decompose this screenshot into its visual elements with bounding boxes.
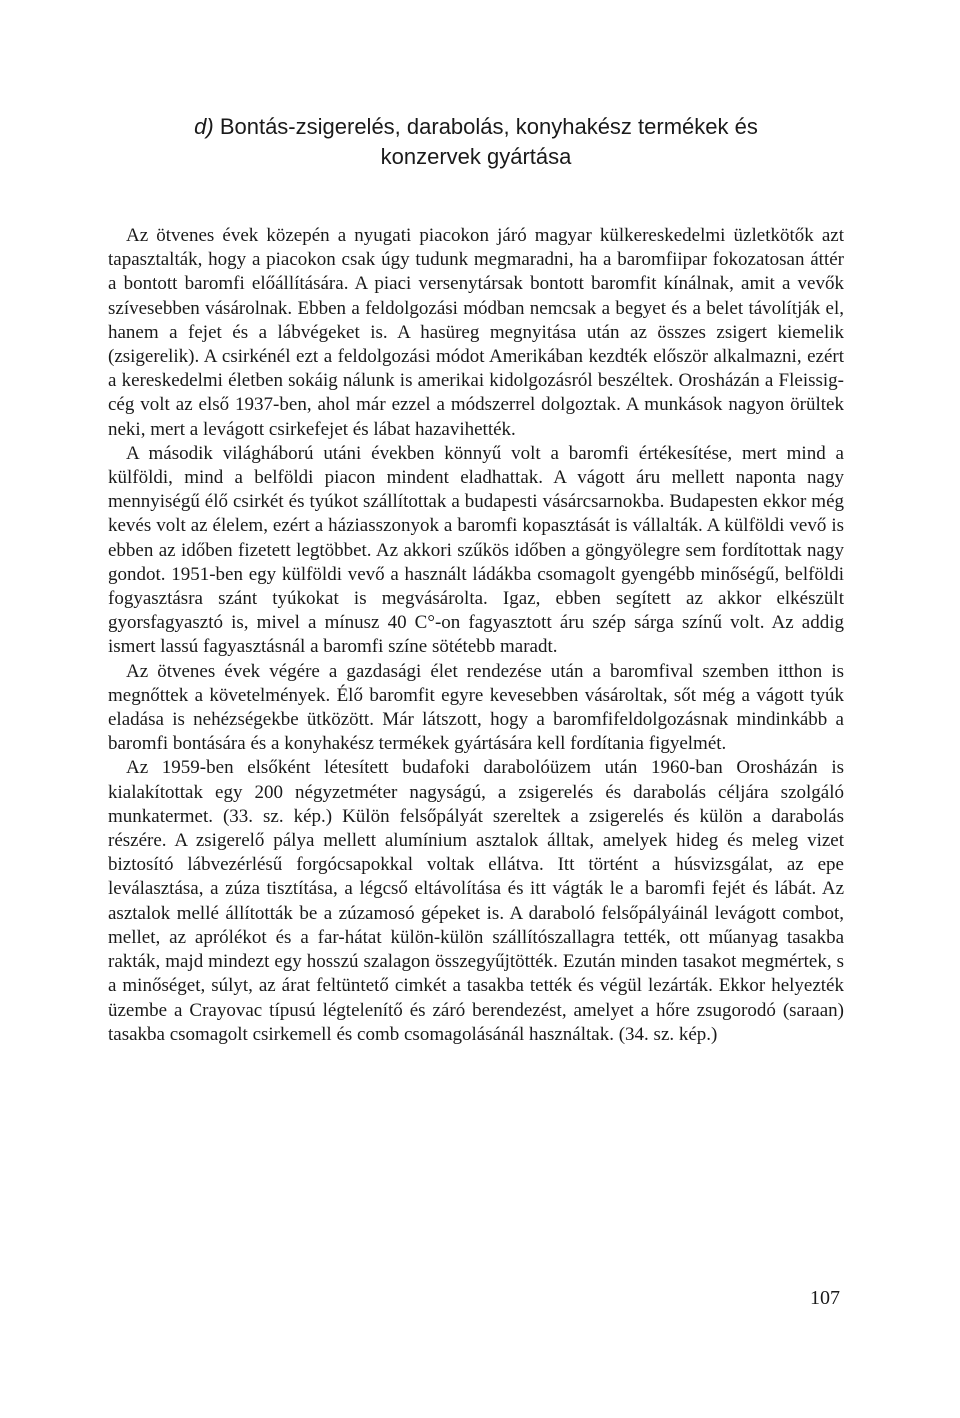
body-text [108,224,844,1047]
section-marker: d) [194,114,220,139]
page-content [108,112,844,1047]
paragraph-3: Az ötvenes évek végére a gazdasági élet rendezése után a baromfival szemben itthon is megnőttek a követelmények. Élő baromfit egyre kevesebben vásároltak, sőt még a vágott tyúk eladása is nehézségekbe ütközött. Már látszott, hogy a baromfifeldolgozásnak mindinkább a baromfi bontására és a konyhakész termékek gyártására kell fordítania figyelmét. [108,660,844,755]
paragraph-4: Az 1959-ben elsőként létesített budafoki darabolóüzem után 1960-ban Orosházán is kialakítottak egy 200 négyzetméter nagyságú, a zsigerelés és darabolás céljára szolgáló munkatermet. (33. sz. kép.) Külön felsőpályát szereltek a zsigerelés és külön a darabolás részére. A zsigerelő pálya mellett alumínium asztalok álltak, amelyek hideg és meleg vizet biztosító lábvezérlésű forgócsapokkal voltak ellátva. Itt történt a húsvizsgálat, az epe leválasztása, a zúza tisztítása, a légcső eltávolítása és itt vágták le a baromfi fejét és lábát. Az asztalok mellé állították be a zúzamosó gépeket is. A daraboló felsőpályáinál levágott combot, mellet, az aprólékot és a far-hátat külön-külön szállítószallagra tették, ott műanyag tasakba rakták, majd mindezt egy hosszú szalagon összegyűjtötték. Ezután minden tasakot megmértek, s a minőséget, súlyt, az árat feltüntető cimkét a tasakba tették és végül lezárták. Ekkor helyezték üzembe a Crayovac típusú légtelenítő és záró berendezést, amelyet a hőre zsugorodó (saraan) tasakba csomagolt csirkemell és comb csomagolásánál használtak. (34. sz. kép.) [108,757,844,1045]
section-title-line1: Bontás-zsigerelés, darabolás, konyhakész termékek és [219,114,758,139]
section-heading [108,112,844,172]
page-number: 107 [810,1287,840,1309]
section-title-line2: konzervek gyártása [380,144,572,169]
paragraph-1: Az ötvenes évek közepén a nyugati piacokon járó magyar külkereskedelmi üzletkötők azt tapasztalták, hogy a piacokon csak úgy tudunk megmaradni, ha a baromfiipar fokozatosan áttér a bontott baromfi előállítására. A piaci versenytársak bontott baromfit kínálnak, amit a vevők szívesebben vásárolnak. Ebben a feldolgozási módban nemcsak a begyet és a belet távolítják el, hanem a fejet és a lábvégeket is. A hasüreg megnyitása után az összes zsigert kiemelik (zsigerelik). A csirkénél ezt a feldolgozási módot Amerikában kezdték először alkalmazni, ezért a kereskedelmi életben sokáig nálunk is amerikai kidolgozásról beszéltek. Orosházán a Fleissig-cég volt az első 1937-ben, ahol már ezzel a módszerrel dolgoztak. A munkások nagyon örültek neki, mert a levágott csirkefejet és lábat hazavihették. [108,225,844,440]
paragraph-2: A második világháború utáni években könnyű volt a baromfi értékesítése, mert mind a külföldi, mind a belföldi piacon mindent eladhattak. A vágott áru mellett naponta nagy mennyiségű élő csirkét és tyúkot szállítottak a budapesti vásárcsarnokba. Budapesten ekkor még kevés volt az élelem, ezért a háziasszonyok a baromfi kopasztását is vállalták. A külföldi vevő is ebben az időben fizetett legtöbbet. Az akkori szűkös időben a göngyölegre sem fordítottak nagy gondot. 1951-ben egy külföldi vevő a használt ládákba csomagolt gyengébb minőségű, belföldi fogyasztásra szánt tyúkokat is megvásárolta. Igaz, ebben segített az akkor elkészült gyorsfagyasztó is, mivel a mínusz 40 C°-on fagyasztott áru szép sárga színű volt. Az addig ismert lassú fagyasztásnál a baromfi színe sötétebb maradt. [108,442,844,658]
